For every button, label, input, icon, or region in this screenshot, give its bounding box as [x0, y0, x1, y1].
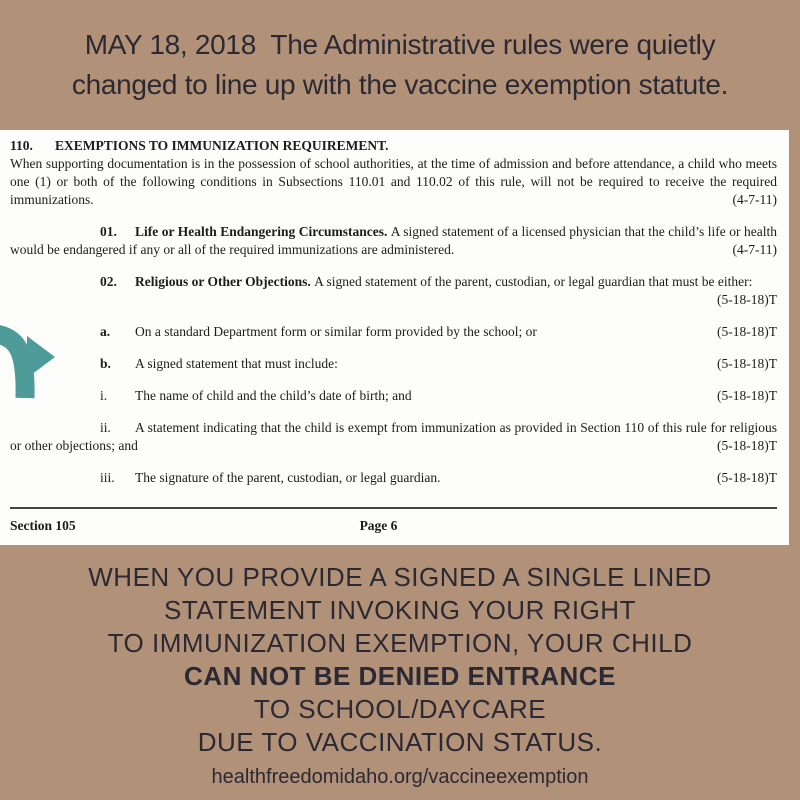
item-marker: b.	[100, 356, 111, 371]
banner-line: STATEMENT INVOKING YOUR RIGHT	[164, 595, 636, 625]
document-footer	[10, 507, 777, 535]
citation: (5-18-18)T	[717, 438, 777, 453]
item-marker: 02.	[100, 274, 117, 289]
item-marker: 01.	[100, 224, 117, 239]
rule-item-01	[10, 223, 777, 259]
banner-line-emphasis: CAN NOT BE DENIED ENTRANCE	[184, 661, 616, 691]
rule-number: 110.	[10, 138, 33, 153]
item-text: A signed statement of a licensed physician that the child’s life or health would be endangered if any or all of the required immunizations are administered.	[10, 224, 777, 257]
rule-item-i	[10, 387, 777, 405]
citation: (5-18-18)T	[717, 324, 777, 339]
footer-page-label: Page 6	[359, 518, 398, 533]
item-text: A statement indicating that the child is exempt from immunization as provided in Section 110 of this rule for religious or other objections; and	[10, 420, 777, 453]
footer-row	[10, 517, 777, 535]
item-lead: Religious or Other Objections.	[135, 274, 311, 289]
item-text: The signature of the parent, custodian, or legal guardian.	[135, 470, 441, 485]
banner-line: TO IMMUNIZATION EXEMPTION, YOUR CHILD	[107, 628, 693, 658]
rule-intro-paragraph	[10, 155, 777, 209]
item-lead: Life or Health Endangering Circumstances.	[135, 224, 388, 239]
banner-line: DUE TO VACCINATION STATUS.	[197, 727, 603, 757]
header-line-2: changed to line up with the vaccine exemption statute.	[71, 69, 729, 100]
footer-section-label: Section 105	[10, 518, 76, 533]
item-text: A signed statement that must include:	[135, 356, 338, 371]
footer-divider	[10, 507, 777, 509]
rule-heading	[10, 137, 777, 155]
rule-title: EXEMPTIONS TO IMMUNIZATION REQUIREMENT.	[55, 138, 389, 153]
item-marker: ii.	[100, 420, 111, 435]
item-text: A signed statement of the parent, custodian, or legal guardian that must be either:	[314, 274, 753, 289]
citation: (5-18-18)T	[717, 292, 777, 307]
citation: (4-7-11)	[732, 192, 777, 207]
bottom-banner	[0, 545, 800, 800]
citation: (4-7-11)	[732, 242, 777, 257]
rule-item-02	[10, 273, 777, 309]
curved-arrow-icon	[0, 302, 80, 412]
citation: (5-18-18)T	[717, 388, 777, 403]
item-marker: a.	[100, 324, 111, 339]
rule-item-a	[10, 323, 777, 341]
item-marker: iii.	[100, 470, 115, 485]
citation: (5-18-18)T	[717, 356, 777, 371]
document-excerpt	[0, 130, 789, 545]
rule-item-ii	[10, 419, 777, 455]
rule-intro-text: When supporting documentation is in the possession of school authorities, at the time of admission and before attendance, a child who meets one (1) or both of the following conditions in Subsections 110.01 and 110.02 of this rule, will not be required to receive the required immunizations.	[10, 156, 777, 207]
website-url: healthfreedomidaho.org/vaccineexemption	[211, 766, 589, 788]
item-text: The name of child and the child’s date of birth; and	[135, 388, 412, 403]
item-marker: i.	[100, 388, 108, 403]
banner-line: TO SCHOOL/DAYCARE	[253, 694, 547, 724]
banner-line: WHEN YOU PROVIDE A SIGNED A SINGLE LINED	[88, 562, 712, 592]
citation: (5-18-18)T	[717, 470, 777, 485]
rule-item-b	[10, 355, 777, 373]
header-line-1: MAY 18, 2018 The Administrative rules were quietly	[84, 29, 716, 60]
item-text: On a standard Department form or similar form provided by the school; or	[135, 324, 537, 339]
rule-item-iii	[10, 469, 777, 487]
header-banner	[0, 0, 800, 130]
